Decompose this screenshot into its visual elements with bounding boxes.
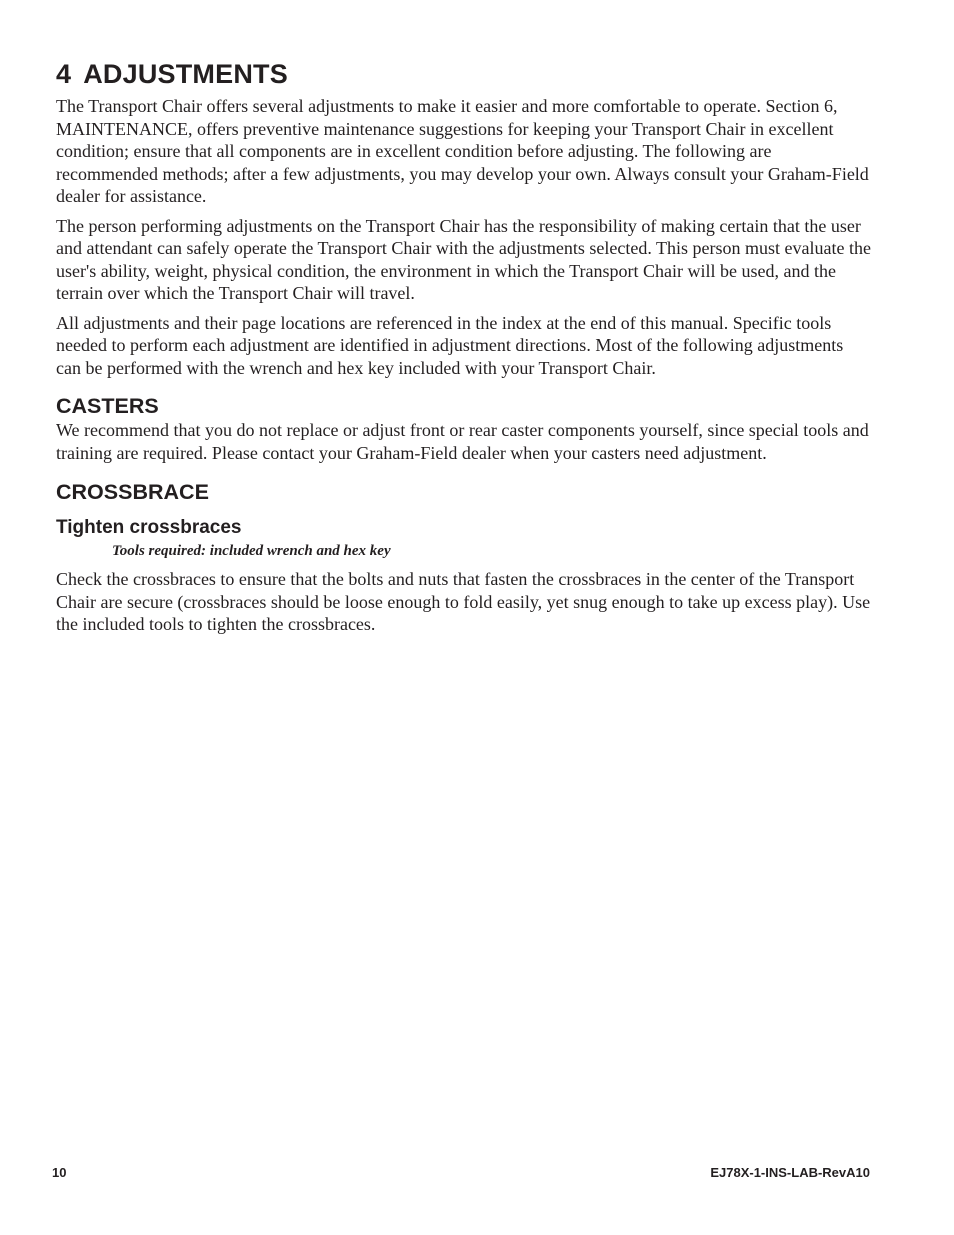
crossbrace-heading: CROSSBRACE (56, 480, 209, 504)
crossbrace-text: Check the crossbraces to ensure that the bolts and nuts that fasten the crossbraces in the center of the Transport Chair are secure (crossbraces should be loose enough to fold easily, yet snug enough to take up excess play). Use the included tools to tighten the crossbraces. (56, 569, 871, 634)
casters-heading: CASTERS (56, 394, 159, 418)
tools-required-note: Tools required: included wrench and hex key (112, 543, 391, 559)
section-number: 4 (56, 59, 72, 89)
crossbrace-section (56, 479, 872, 636)
page-content (56, 58, 872, 636)
page-number: 10 (52, 1165, 67, 1180)
section-title-text: ADJUSTMENTS (83, 59, 288, 89)
document-code: EJ78X-1-INS-LAB-RevA10 (710, 1165, 870, 1180)
casters-text: We recommend that you do not replace or adjust front or rear caster components yourself, since special tools and training are required. Please contact your Graham-Field dealer when your casters need adjustment. (56, 420, 869, 463)
crossbrace-subheading: Tighten crossbraces (56, 517, 242, 538)
intro-paragraph-1: The Transport Chair offers several adjustments to make it easier and more comfortable to operate. Section 6, MAINTENANCE, offers preventive maintenance suggestions for keeping your Transport Chair in excellent condition; ensure that all components are in excellent condition before adjusting. The following are recommended methods; after a few adjustments, you may develop your own. Always consult your Graham-Field dealer for assistance. (56, 96, 869, 206)
intro-paragraph-3: All adjustments and their page locations are referenced in the index at the end of this manual. Specific tools needed to perform each adjustment are identified in adjustment directions. Most of the following adjustments can be performed with the wrench and hex key included with your Transport Chair. (56, 312, 844, 378)
casters-section (56, 393, 872, 464)
intro-paragraph-2: The person performing adjustments on the Transport Chair has the responsibility of making certain that the user and attendant can safely operate the Transport Chair with the adjustments selected. This person must evaluate the user's ability, weight, physical condition, the environment in which the Transport Chair will be used, and the terrain over which the Transport Chair will travel. (56, 215, 871, 303)
section-title (56, 58, 872, 90)
